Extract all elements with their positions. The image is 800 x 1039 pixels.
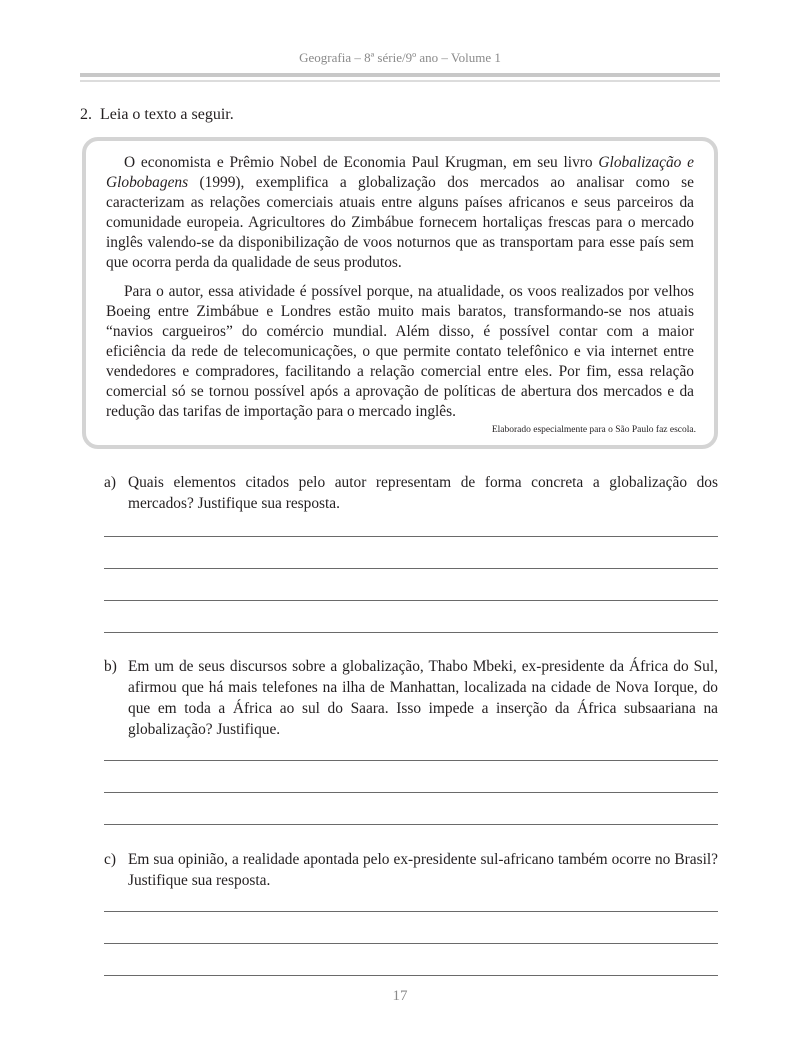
item-a-text: Quais elementos citados pelo autor representam de forma concreta a globalização dos mercados? Justifique sua resposta. — [128, 474, 718, 512]
item-a-label: a) — [104, 474, 116, 491]
item-b-text: Em um de seus discursos sobre a globalização, Thabo Mbeki, ex-presidente da África do Sul, afirmou que há mais telefones na ilha de Manhattan, localizada na cidade de Nova Iorque, do que em toda a África ao sul do Saara. Isso impede a inserção da África subsaariana na globalização? Justifique. — [128, 658, 718, 738]
item-b — [104, 656, 718, 740]
item-c — [104, 849, 718, 891]
page-number: 17 — [392, 988, 408, 1004]
answer-line-c1[interactable] — [104, 911, 718, 912]
answer-line-a2[interactable] — [104, 568, 718, 569]
item-c-label: c) — [104, 851, 116, 868]
p1-text-end: (1999), exemplifica a globalização dos mercados ao analisar como se caracterizam as relações comerciais atuais entre alguns países africanos e seus parceiros da comunidade europeia. Agricultores do Zimbábue fornecem hortaliças frescas para o mercado inglês valendo-se da disponibilização de voos noturnos que as transportam para esse país sem que ocorra perda da qualidade de seus produtos. — [106, 174, 694, 271]
answer-line-a3[interactable] — [104, 600, 718, 601]
answer-line-c2[interactable] — [104, 943, 718, 944]
source-credit: Elaborado especialmente para o São Paulo faz escola. — [491, 425, 696, 435]
answer-line-a1[interactable] — [104, 536, 718, 537]
answer-line-c3[interactable] — [104, 975, 718, 976]
text-paragraph-1 — [106, 153, 694, 273]
question-title — [80, 106, 234, 124]
text-paragraph-2: Para o autor, essa atividade é possível porque, na atualidade, os voos realizados por velhos Boeing entre Zimbábue e Londres estão muito mais baratos, transformando-se nos atuais “navios cargueiros” do comércio mundial. Além disso, é possível contar com a maior eficiência da rede de telecomunicações, o que permite contato telefônico e via internet entre vendedores e compradores, facilitando a relação comercial entre eles. Por fim, essa relação comercial só se tornou possível após a aprovação de políticas de abertura dos mercados e da redução das tarifas de importação para o mercado inglês. — [106, 283, 694, 420]
book-title: Globalização e Globobagens — [106, 154, 694, 191]
answer-line-a4[interactable] — [104, 632, 718, 633]
text-box — [82, 137, 718, 449]
running-header: Geografia – 8ª série/9º ano – Volume 1 — [299, 50, 501, 65]
header-rule — [80, 73, 720, 77]
header-rule-secondary — [80, 80, 720, 82]
answer-line-b1[interactable] — [104, 760, 718, 761]
question-instruction: Leia o texto a seguir. — [100, 106, 234, 123]
item-c-text: Em sua opinião, a realidade apontada pelo ex-presidente sul-africano também ocorre no Brasil? Justifique sua resposta. — [128, 851, 718, 889]
p1-text-start: O economista e Prêmio Nobel de Economia Paul Krugman, em seu livro — [124, 154, 599, 171]
item-a — [104, 472, 718, 514]
answer-line-b2[interactable] — [104, 792, 718, 793]
item-b-label: b) — [104, 658, 117, 675]
answer-line-b3[interactable] — [104, 824, 718, 825]
question-number: 2. — [80, 106, 92, 123]
